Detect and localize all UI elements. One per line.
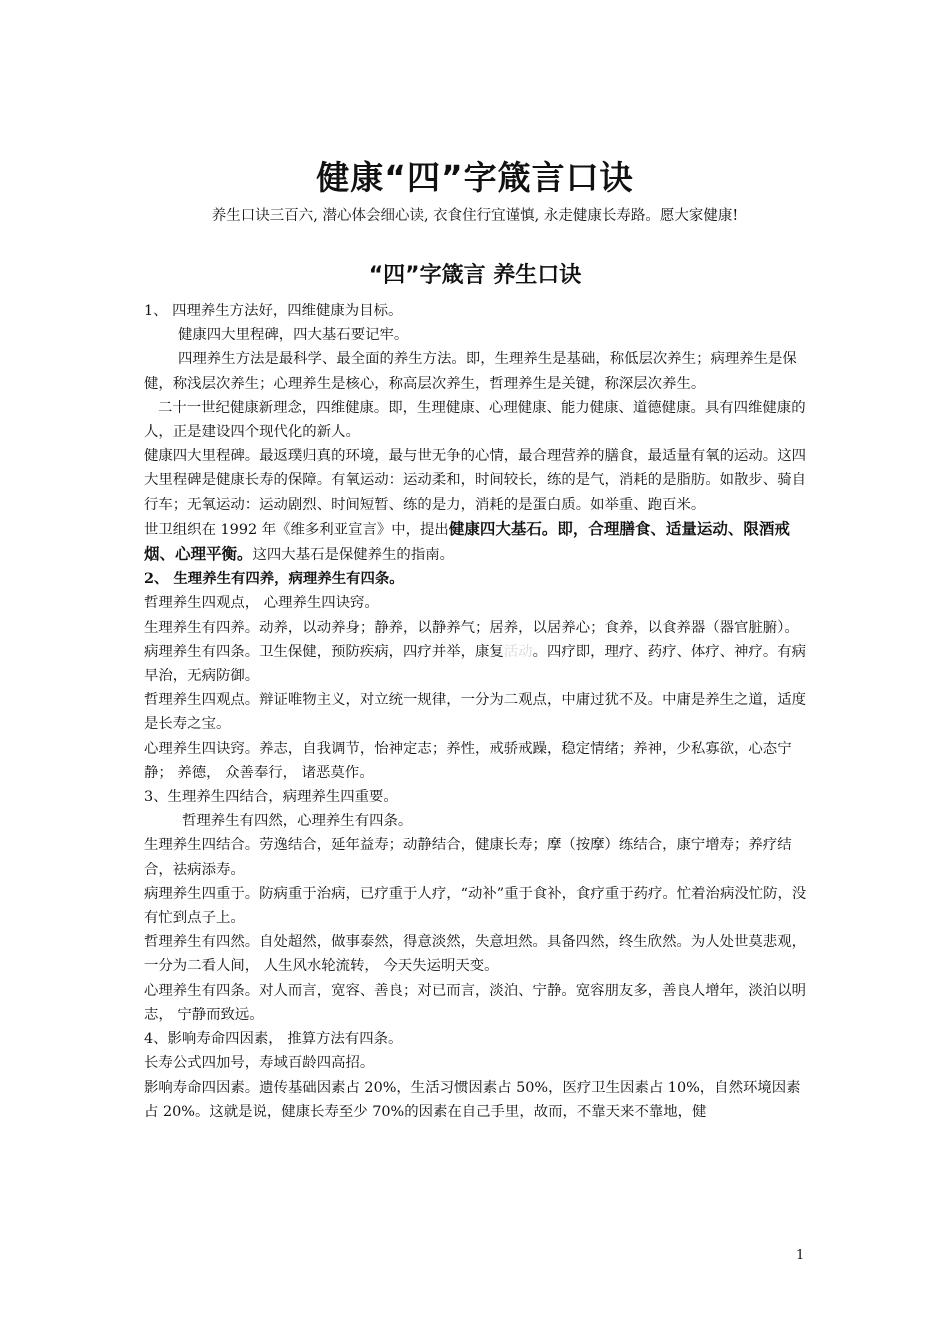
paragraph-heading: 2、 生理养生有四养，病理养生有四条。 xyxy=(144,570,404,588)
paragraph: 病理养生四重于。防病重于治病，已疗重于人疗，“动补”重于食补，食疗重于药疗。忙着治病没忙防，没有忙到点子上。 xyxy=(144,885,807,927)
faint-text: 活动 xyxy=(503,643,533,660)
paragraph: 心理养生有四条。对人而言，宽容、善良；对已而言，淡泊、宁静。宽容朋友多，善良人增年，淡泊以明志， 宁静而致远。 xyxy=(144,982,806,1023)
paragraph: 哲理养生有四然，心理养生有四条。 xyxy=(182,813,413,830)
text-run: 世卫组织在 1992 年《维多利亚宣言》中，提出 xyxy=(144,521,449,538)
paragraph: 健康四大里程碑，四大基石要记牢。 xyxy=(178,327,409,344)
paragraph: 哲理养生有四然。自处超然，做事泰然，得意淡然，失意坦然。具备四然，终生欣然。为人处世莫悲观， 一分为二看人间， 人生风水轮流转， 今天失运明天变。 xyxy=(144,934,806,975)
paragraph: 健康四大里程碑。最返璞归真的环境，最与世无争的心情，最合理营养的膳食，最适量有氧的运动。这四大里程碑是健康长寿的保障。有氧运动：运动柔和，时间较长，练的是气，消耗的是脂肪。如散步、骑自行车；无氧运动：运动剧烈、时间短暂、练的是力，消耗的是蛋白质。如举重、跑百米。 xyxy=(144,448,806,513)
paragraph: 生理养生有四养。动养，以动养身；静养，以静养气；居养，以居养心；食养，以食养器（器官脏腑）。 xyxy=(144,619,799,636)
section-heading: “四”字箴言 养生口诀 xyxy=(368,263,582,288)
paragraph: 二十一世纪健康新理念，四维健康。即，生理健康、心理健康、能力健康、道德健康。具有四维健康的人，正是建设四个现代化的新人。 xyxy=(144,399,806,441)
paragraph: 哲理养生四观点。辩证唯物主义，对立统一规律，一分为二观点，中庸过犹不及。中庸是养生之道，适度是长寿之宝。 xyxy=(144,692,806,733)
paragraph xyxy=(144,640,810,688)
text-run: 这四大基石是保健养生的指南。 xyxy=(252,547,454,564)
paragraph: 四理养生方法是最科学、最全面的养生方法。即，生理养生是基础，称低层次养生；病理养生是保健，称浅层次养生；心理养生是核心，称高层次养生，哲理养生是关键，称深层次养生。 xyxy=(144,351,797,392)
paragraph xyxy=(144,517,810,567)
paragraph: 3、生理养生四结合，病理养生四重要。 xyxy=(144,789,398,806)
paragraph: 哲理养生四观点， 心理养生四诀窍。 xyxy=(144,595,379,612)
paragraph: 心理养生四诀窍。养志，自我调节，怡神定志；养性，戒骄戒躁，稳定情绪；养神，少私寡欲，心态宁静； 养德， 众善奉行， 诸恶莫作。 xyxy=(144,740,792,781)
emphasis-text: 健康四大基石。即，合理膳食、适量运动、限酒戒烟、心理平衡。 xyxy=(144,519,790,564)
paragraph: 长寿公式四加号，寿域百龄四高招。 xyxy=(144,1055,375,1072)
paragraph: 1、 四理养生方法好，四维健康为目标。 xyxy=(144,303,403,319)
paragraph: 影响寿命四因素。遗传基础因素占 20%，生活习惯因素占 50%，医疗卫生因素占 10%，自然环境因素占 20%。这就是说，健康长寿至少 70%的因素在自己手里，故而，不靠天来不靠地，健 xyxy=(144,1079,801,1120)
document-title: 健康“四”字箴言口诀 xyxy=(316,158,634,197)
paragraph: 生理养生四结合。劳逸结合，延年益寿；动静结合，健康长寿；摩（按摩）练结合，康宁增寿；养疗结合，祛病添寿。 xyxy=(144,837,792,878)
paragraph: 4、影响寿命四因素， 推算方法有四条。 xyxy=(144,1031,403,1048)
text-run: 病理养生有四条。卫生保健，预防疾病，四疗并举，康复 xyxy=(144,643,504,660)
text-run: 。四疗即，理疗、药疗、体疗、神疗。有病早治，无病防御。 xyxy=(144,643,807,685)
document-subtitle: 养生口诀三百六, 潜心体会细心读, 衣食住行宜谨慎, 永走健康长寿路。愿大家健康! xyxy=(211,208,739,224)
page-number: 1 xyxy=(796,1248,805,1263)
body-text xyxy=(144,299,810,1124)
